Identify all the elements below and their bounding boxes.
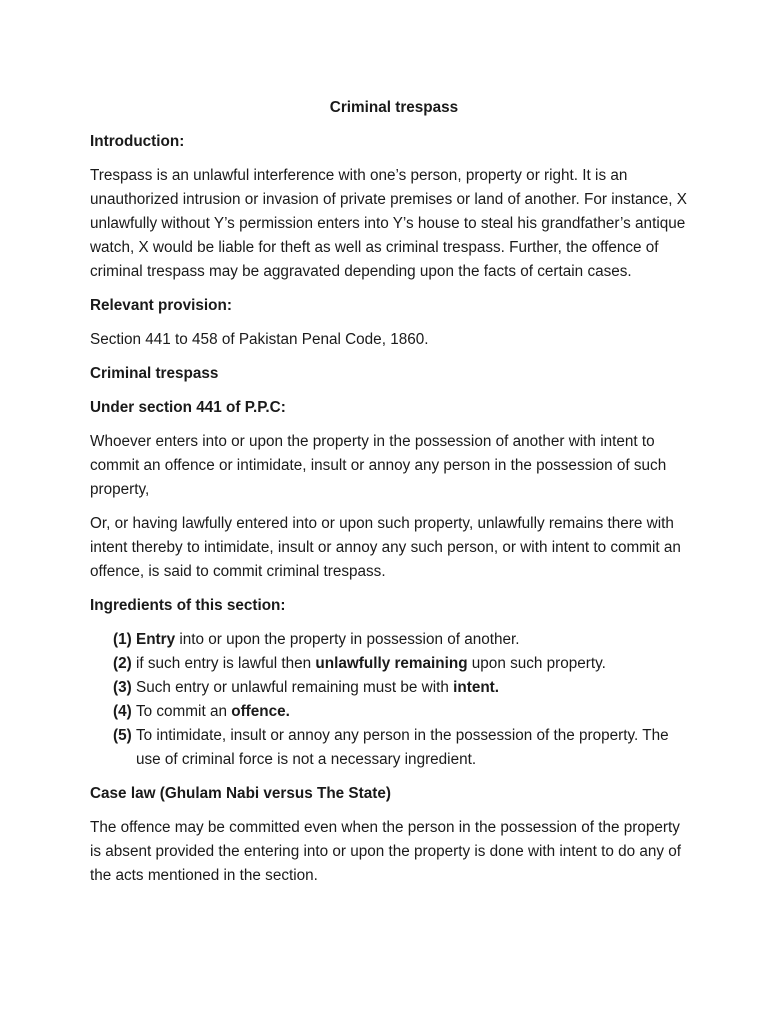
list-item-text: To intimidate, insult or annoy any person in the possession of the property. The use of criminal force is not a necessary ingredient.	[136, 727, 669, 768]
case-law-heading: Case law (Ghulam Nabi versus The State)	[90, 785, 391, 802]
document-page	[90, 96, 690, 898]
list-item	[90, 652, 690, 676]
list-item-bold: intent.	[453, 679, 500, 696]
section-441-heading: Under section 441 of P.P.C:	[90, 399, 286, 416]
list-item	[90, 676, 690, 700]
section-441-paragraph-2: Or, or having lawfully entered into or upon such property, unlawfully remains there with intent thereby to intimidate, insult or annoy any such person, or with intent to commit an offence, is said to commit criminal trespass.	[90, 515, 681, 580]
list-item	[90, 628, 690, 652]
ingredients-heading: Ingredients of this section:	[90, 597, 286, 614]
list-item-bold: Entry	[136, 631, 176, 648]
list-item-text: To commit an	[136, 703, 232, 720]
list-item	[90, 724, 690, 772]
list-item-bold: unlawfully remaining	[315, 655, 468, 672]
list-item-number: (2)	[113, 655, 132, 672]
relevant-provision-text: Section 441 to 458 of Pakistan Penal Code, 1860.	[90, 331, 429, 348]
list-item-text: upon such property.	[467, 655, 606, 672]
list-item-number: (1)	[113, 631, 132, 648]
list-item-text: into or upon the property in possession of another.	[175, 631, 520, 648]
section-441-paragraph-1: Whoever enters into or upon the property in the possession of another with intent to commit an offence or intimidate, insult or annoy any person in the possession of such property,	[90, 433, 667, 498]
ingredients-list	[90, 628, 690, 772]
relevant-provision-heading: Relevant provision:	[90, 297, 232, 314]
list-item-number: (4)	[113, 703, 132, 720]
list-item-text: Such entry or unlawful remaining must be with	[136, 679, 454, 696]
list-item-bold: offence.	[231, 703, 290, 720]
list-item-number: (5)	[113, 727, 132, 744]
introduction-paragraph: Trespass is an unlawful interference with one’s person, property or right. It is an unauthorized intrusion or invasion of private premises or land of another. For instance, X unlawfully without Y’s permission enters into Y’s house to steal his grandfather’s antique watch, X would be liable for theft as well as criminal trespass. Further, the offence of criminal trespass may be aggravated depending upon the facts of certain cases.	[90, 167, 687, 280]
list-item-text: if such entry is lawful then	[136, 655, 316, 672]
list-item-number: (3)	[113, 679, 132, 696]
list-item	[90, 700, 690, 724]
document-title: Criminal trespass	[329, 99, 459, 116]
case-law-paragraph: The offence may be committed even when the person in the possession of the property is absent provided the entering into or upon the property is done with intent to do any of the acts mentioned in the section.	[90, 819, 682, 884]
introduction-heading: Introduction:	[90, 133, 185, 150]
criminal-trespass-heading: Criminal trespass	[90, 365, 219, 382]
